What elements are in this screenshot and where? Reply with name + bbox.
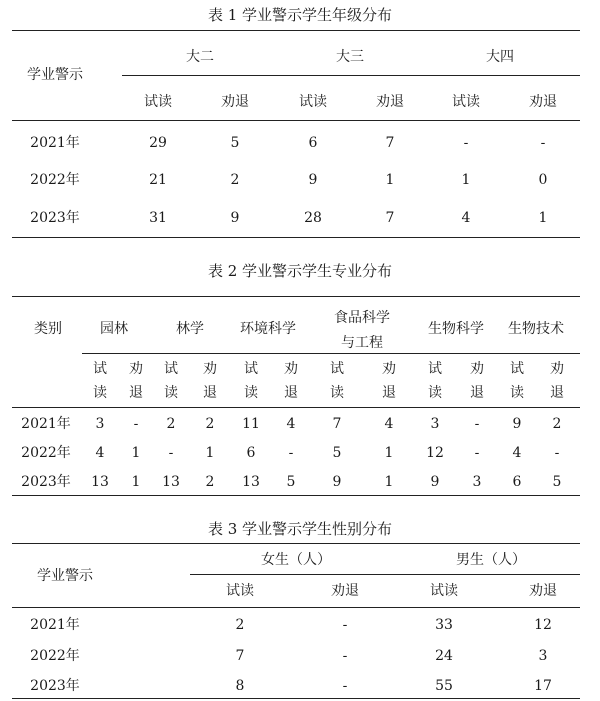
table3-top-rule — [12, 543, 580, 544]
table-cell: 9 — [230, 210, 240, 226]
table-cell: 13 — [242, 474, 260, 490]
table3-row-header: 学业警示 — [37, 568, 93, 584]
table-cell: - — [474, 416, 480, 432]
table2-subcol-bottom: 退 — [129, 385, 143, 401]
table2-header-rule — [12, 407, 580, 408]
table-cell: 4 — [95, 445, 105, 461]
table-cell: 2 — [235, 617, 245, 633]
table-cell: 7 — [332, 416, 342, 432]
table-cell: 8 — [235, 678, 245, 694]
table-cell: 11 — [242, 416, 260, 432]
table3-group-header: 男生（人） — [456, 552, 526, 568]
table2-subcol-top: 试 — [330, 361, 344, 377]
table2-bottom-rule — [12, 495, 580, 496]
table1-subcol-header: 试读 — [299, 94, 327, 110]
row-year: 2022年 — [21, 445, 71, 461]
table-cell: 7 — [385, 210, 395, 226]
table3-title: 表 3 学业警示学生性别分布 — [207, 520, 393, 538]
table2-subcol-bottom: 退 — [470, 385, 484, 401]
table-cell: 13 — [162, 474, 180, 490]
table-cell: - — [463, 135, 469, 151]
table2-group-header: 林学 — [176, 321, 204, 337]
table1-subcol-header: 劝退 — [221, 94, 249, 110]
table-cell: 5 — [552, 474, 562, 490]
table-cell: - — [540, 135, 546, 151]
table-cell: 33 — [435, 617, 453, 633]
table-cell: 4 — [512, 445, 522, 461]
table2-subcol-bottom: 退 — [550, 385, 564, 401]
table3-header-rule — [12, 607, 580, 608]
table-cell: 5 — [230, 135, 240, 151]
table2-subcol-bottom: 退 — [382, 385, 396, 401]
row-year: 2021年 — [21, 416, 71, 432]
table-cell: 3 — [472, 474, 482, 490]
table-cell: 1 — [205, 445, 215, 461]
table1-subcol-header: 试读 — [144, 94, 172, 110]
table-cell: 5 — [286, 474, 296, 490]
table-cell: 3 — [538, 648, 548, 664]
table2-subcol-top: 试 — [244, 361, 258, 377]
table-cell: 1 — [384, 445, 394, 461]
table1-header-rule — [12, 120, 580, 121]
table2-subcol-bottom: 退 — [284, 385, 298, 401]
table2-subcol-top: 劝 — [129, 361, 143, 377]
row-year: 2023年 — [30, 210, 80, 226]
table1-subcol-header: 劝退 — [376, 94, 404, 110]
table-cell: 2 — [205, 416, 215, 432]
table2-subcol-top: 试 — [164, 361, 178, 377]
table-cell: 6 — [308, 135, 318, 151]
table-cell: 31 — [149, 210, 167, 226]
table2-group-header: 与工程 — [341, 335, 383, 351]
table-cell: - — [342, 617, 348, 633]
table-cell: 1 — [384, 474, 394, 490]
table-cell: 5 — [332, 445, 342, 461]
table2-subcol-top: 试 — [428, 361, 442, 377]
table-cell: 3 — [95, 416, 105, 432]
table-cell: - — [168, 445, 174, 461]
table2-group-header: 生物科学 — [428, 321, 484, 337]
table2-title: 表 2 学业警示学生专业分布 — [207, 262, 393, 280]
table2-row-header: 类别 — [34, 321, 62, 337]
table1-subcol-header: 试读 — [452, 94, 480, 110]
table3-group-header: 女生（人） — [261, 552, 331, 568]
table3-subcol-header: 试读 — [226, 583, 254, 599]
table1-top-rule — [12, 30, 580, 31]
table-cell: 1 — [538, 210, 548, 226]
table-cell: 55 — [435, 678, 453, 694]
table-cell: 9 — [332, 474, 342, 490]
table2-top-rule — [12, 296, 580, 297]
table1-title: 表 1 学业警示学生年级分布 — [207, 6, 393, 24]
row-year: 2022年 — [30, 648, 80, 664]
table-cell: 6 — [512, 474, 522, 490]
table1-subcol-header: 劝退 — [529, 94, 557, 110]
table-cell: 2 — [230, 172, 240, 188]
table-cell: 9 — [512, 416, 522, 432]
table-cell: 28 — [304, 210, 322, 226]
table-cell: - — [288, 445, 294, 461]
table2-group-header: 园林 — [100, 321, 128, 337]
table2-subcol-bottom: 读 — [93, 385, 107, 401]
table2-subcol-top: 劝 — [284, 361, 298, 377]
table1-group-header: 大四 — [486, 49, 514, 65]
table-cell: 1 — [131, 445, 141, 461]
table-cell: 21 — [149, 172, 167, 188]
table-cell: 24 — [435, 648, 453, 664]
table3-subcol-header: 劝退 — [529, 583, 557, 599]
table-cell: 12 — [426, 445, 444, 461]
table-cell: 17 — [534, 678, 552, 694]
table-cell: 7 — [235, 648, 245, 664]
row-year: 2022年 — [30, 172, 80, 188]
table2-subcol-bottom: 读 — [330, 385, 344, 401]
table-cell: 4 — [461, 210, 471, 226]
table3-subcol-header: 劝退 — [331, 583, 359, 599]
table2-group-header: 环境科学 — [240, 321, 296, 337]
table2-subcol-bottom: 读 — [428, 385, 442, 401]
table-cell: 2 — [552, 416, 562, 432]
row-year: 2021年 — [30, 617, 80, 633]
table-cell: 4 — [384, 416, 394, 432]
table-cell: 9 — [308, 172, 318, 188]
table3-group-rule — [190, 574, 580, 575]
table2-group-rule — [82, 353, 580, 354]
row-year: 2023年 — [30, 678, 80, 694]
table-cell: 3 — [430, 416, 440, 432]
table-cell: 7 — [385, 135, 395, 151]
table-cell: - — [133, 416, 139, 432]
table2-subcol-top: 劝 — [382, 361, 396, 377]
table-cell: 9 — [430, 474, 440, 490]
table2-subcol-bottom: 读 — [244, 385, 258, 401]
table-cell: - — [342, 678, 348, 694]
table1-group-rule — [122, 75, 580, 76]
table-cell: 1 — [131, 474, 141, 490]
table-cell: 29 — [149, 135, 167, 151]
table-cell: 2 — [166, 416, 176, 432]
table1-bottom-rule — [12, 237, 580, 238]
table1-group-header: 大二 — [186, 49, 214, 65]
table1-group-header: 大三 — [336, 49, 364, 65]
table2-subcol-bottom: 退 — [203, 385, 217, 401]
table2-subcol-bottom: 读 — [510, 385, 524, 401]
table-cell: - — [474, 445, 480, 461]
table1-row-header: 学业警示 — [27, 67, 83, 83]
table-cell: 13 — [91, 474, 109, 490]
table-cell: 12 — [534, 617, 552, 633]
table-cell: 1 — [385, 172, 395, 188]
row-year: 2023年 — [21, 474, 71, 490]
table-cell: - — [342, 648, 348, 664]
table2-subcol-top: 劝 — [550, 361, 564, 377]
table-cell: - — [554, 445, 560, 461]
table2-subcol-top: 劝 — [470, 361, 484, 377]
table3-bottom-rule — [12, 698, 580, 699]
table-cell: 2 — [205, 474, 215, 490]
table2-group-header: 食品科学 — [334, 310, 390, 326]
table-cell: 1 — [461, 172, 471, 188]
table3-subcol-header: 试读 — [430, 583, 458, 599]
table2-subcol-bottom: 读 — [164, 385, 178, 401]
table2-subcol-top: 试 — [510, 361, 524, 377]
table2-subcol-top: 劝 — [203, 361, 217, 377]
table-cell: 0 — [538, 172, 548, 188]
table2-subcol-top: 试 — [93, 361, 107, 377]
table2-group-header: 生物技术 — [508, 321, 564, 337]
table-cell: 6 — [246, 445, 256, 461]
table-cell: 4 — [286, 416, 296, 432]
row-year: 2021年 — [30, 135, 80, 151]
